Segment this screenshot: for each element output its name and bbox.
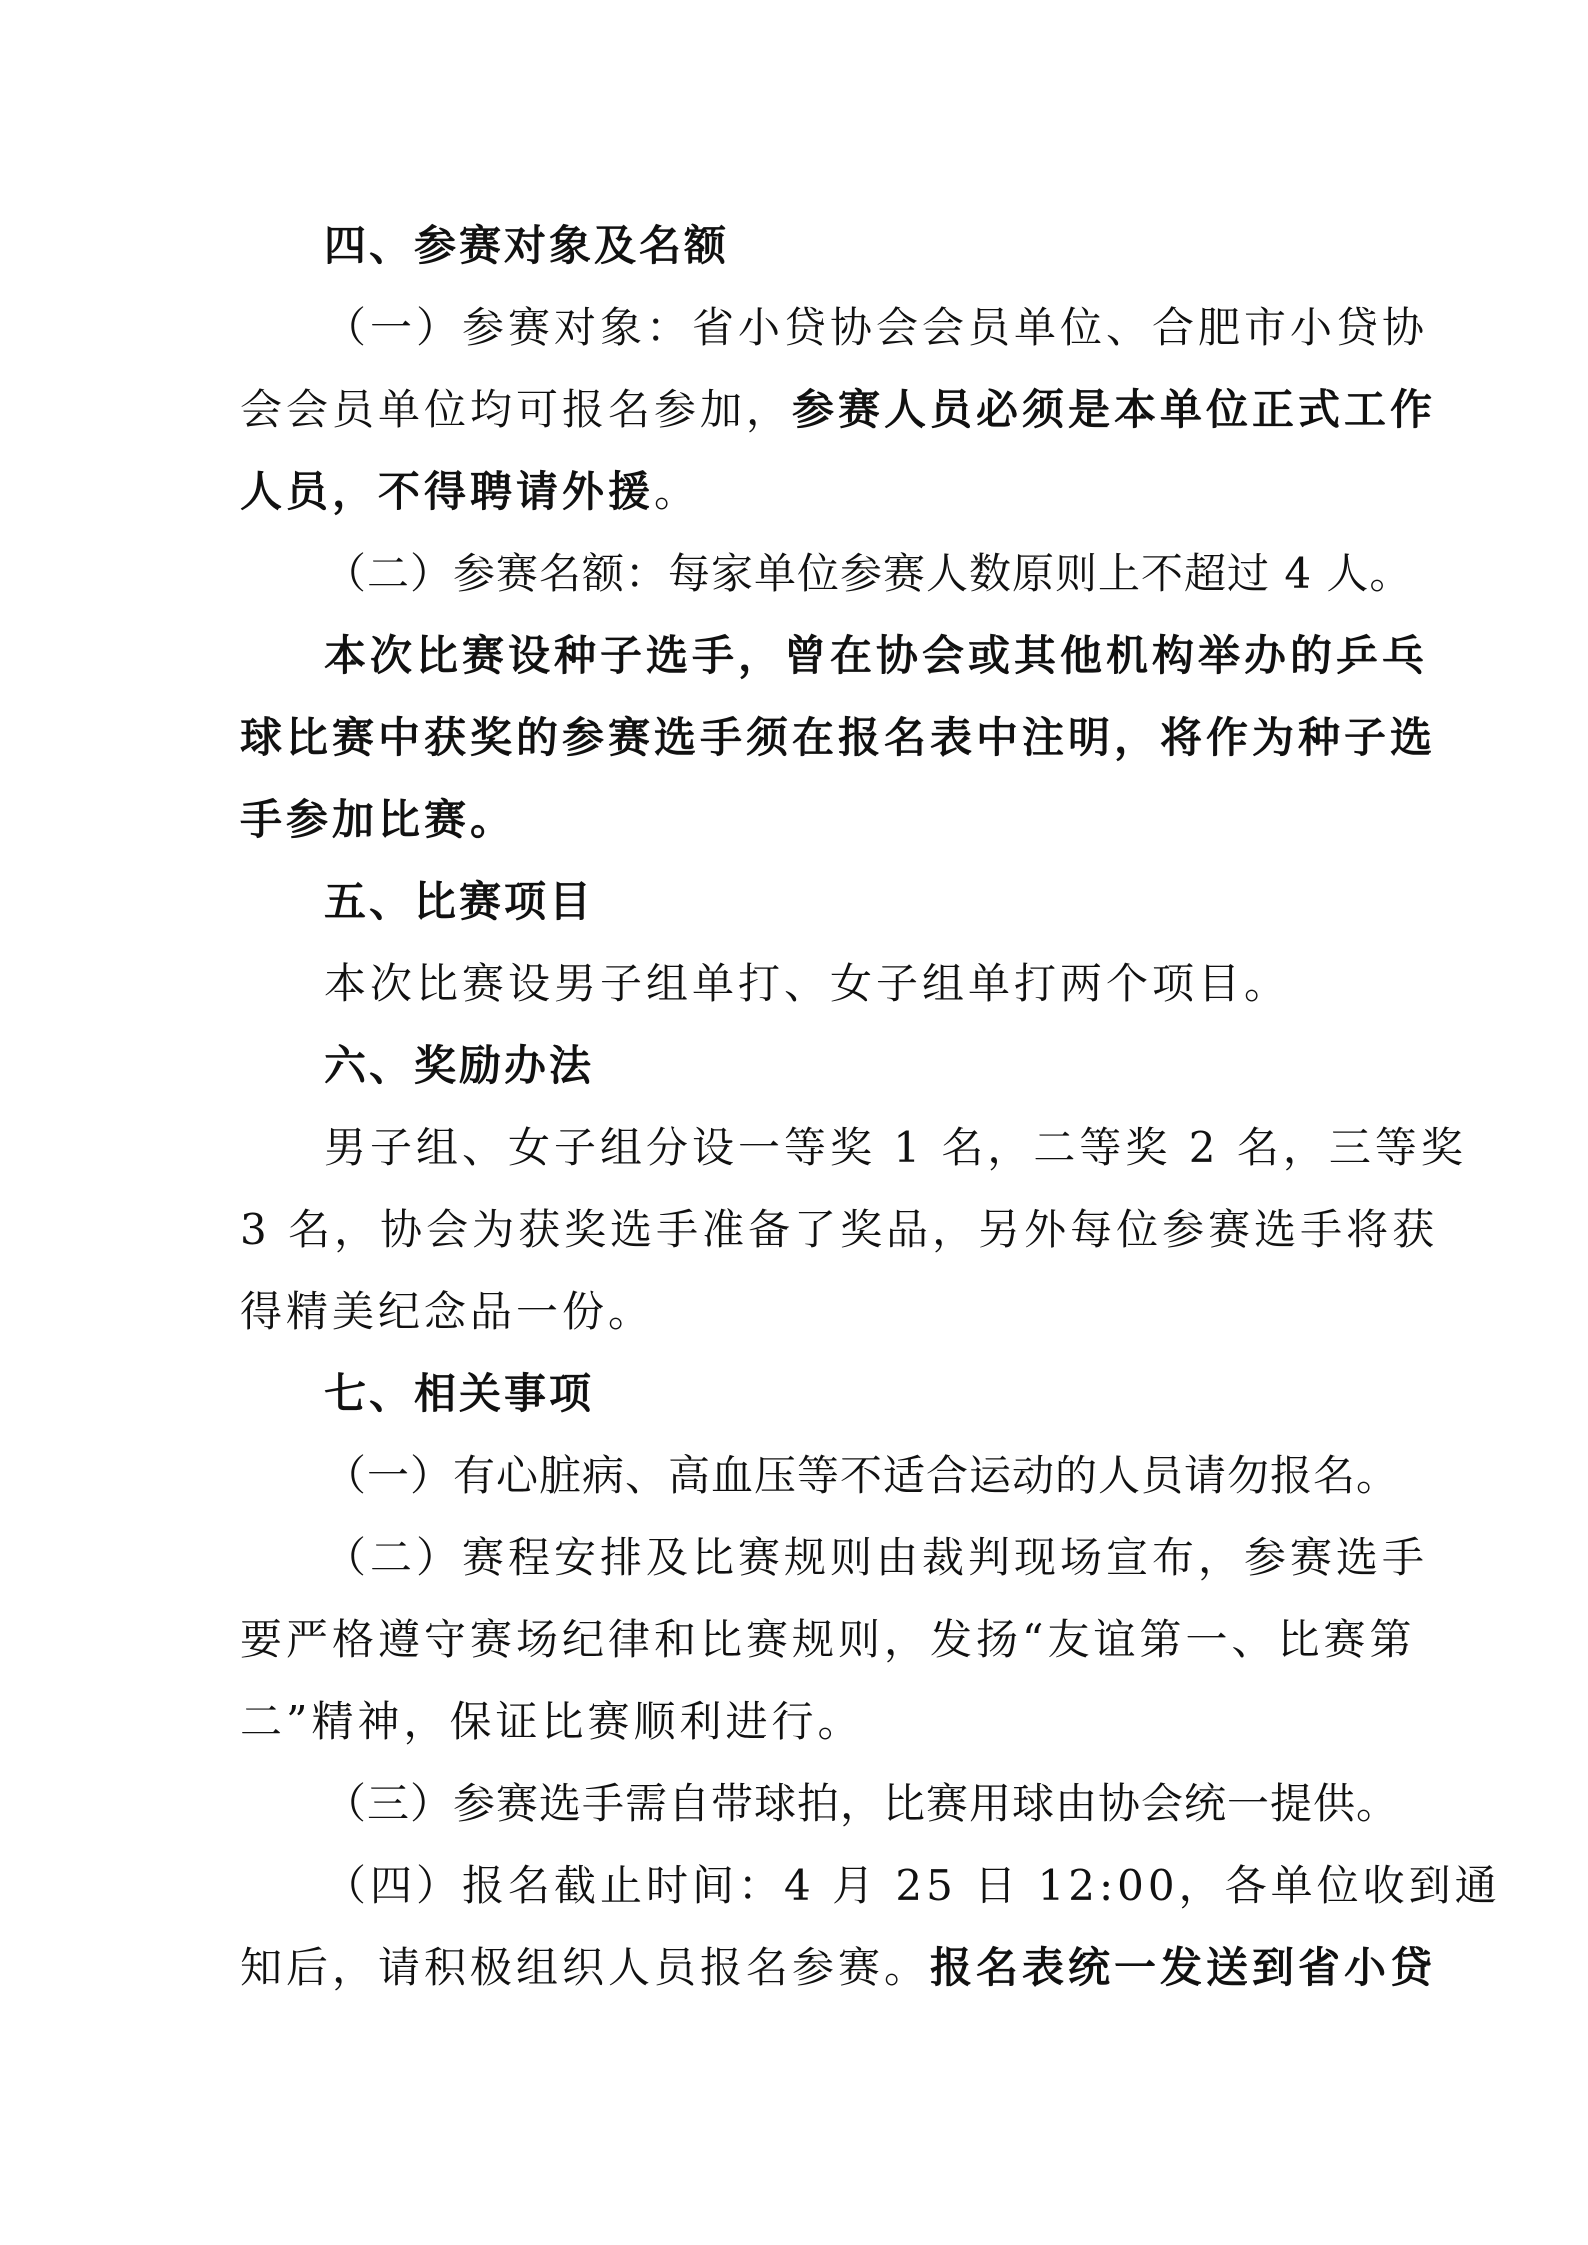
text-run: 会会员单位均可报名参加，: [240, 385, 793, 434]
paragraph-line: [240, 1927, 1437, 2009]
section-heading-notes: 七、相关事项: [324, 1369, 595, 1418]
paragraph-line: （二）参赛名额：每家单位参赛人数原则上不超过 4 人。: [324, 549, 1413, 598]
paragraph-line: [240, 451, 1350, 533]
bold-text-run: 报名表统一发送到省小贷: [930, 1943, 1437, 1992]
paragraph-line: 得精美纪念品一份。: [240, 1287, 655, 1336]
document-body: [240, 205, 1501, 2009]
bold-text-run: 参赛人员必须是本单位正式工作: [792, 385, 1437, 434]
paragraph-line: （四）报名截止时间：4 月 25 日 12:00，各单位收到通: [324, 1861, 1501, 1910]
section-heading-awards: 六、奖励办法: [324, 1041, 595, 1090]
section-heading-participants: 四、参赛对象及名额: [324, 221, 730, 270]
paragraph-line: 要严格遵守赛场纪律和比赛规则，发扬“友谊第一、比赛第: [240, 1615, 1416, 1664]
paragraph-line: 球比赛中获奖的参赛选手须在报名表中注明，将作为种子选: [240, 713, 1437, 762]
bold-text-run: 人员，不得聘请外援: [240, 467, 655, 516]
paragraph-line: （二）赛程安排及比赛规则由裁判现场宣布，参赛选手: [324, 1533, 1429, 1582]
paragraph-line: 本次比赛设种子选手，曾在协会或其他机构举办的乒乓: [324, 631, 1429, 680]
paragraph-line: 男子组、女子组分设一等奖 1 名，二等奖 2 名，三等奖: [324, 1123, 1467, 1172]
paragraph-line: 3 名，协会为获奖选手准备了奖品，另外每位参赛选手将获: [240, 1205, 1439, 1254]
text-run: 知后，请积极组织人员报名参赛。: [240, 1943, 931, 1992]
paragraph-line: 二”精神，保证比赛顺利进行。: [240, 1697, 864, 1746]
paragraph-line: 本次比赛设男子组单打、女子组单打两个项目。: [324, 959, 1291, 1008]
paragraph-line: （一）有心脏病、高血压等不适合运动的人员请勿报名。: [324, 1451, 1400, 1500]
paragraph-line: （一）参赛对象：省小贷协会会员单位、合肥市小贷协: [324, 303, 1429, 352]
paragraph-line: （三）参赛选手需自带球拍，比赛用球由协会统一提供。: [324, 1779, 1400, 1828]
paragraph-line: [240, 369, 1437, 451]
paragraph-line: 手参加比赛。: [240, 795, 517, 844]
section-heading-events: 五、比赛项目: [324, 877, 595, 926]
text-run: 。: [654, 467, 701, 516]
